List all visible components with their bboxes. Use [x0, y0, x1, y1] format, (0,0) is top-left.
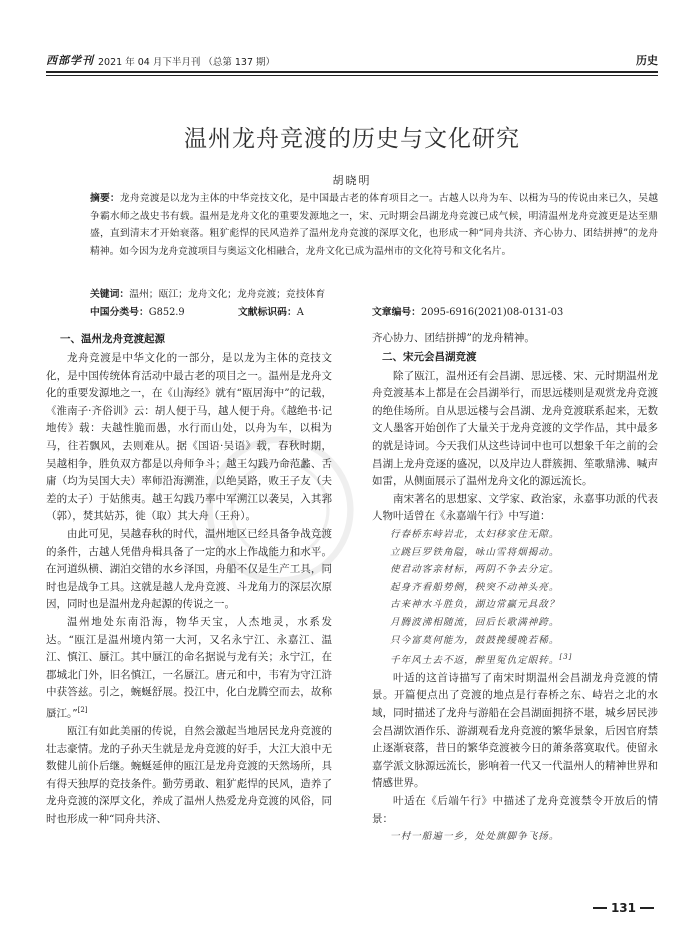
- abstract: [90, 190, 658, 260]
- clc-value: G852.9: [148, 307, 185, 318]
- abstract-text: 龙舟竞渡是以龙为主体的中华竞技文化，是中国最古老的体育项目之一。古越人以舟为车、以楫为马的传说由来已久，吴越争霸水师之战史书有载。温州是龙舟文化的重要发源地之一，宋、元时期会昌湖龙舟竞渡已成气候，明清温州龙舟竞渡更是达至鼎盛，直到清末才开始衰落。粗犷彪悍的民风造养了温州龙舟竞渡的深厚文化，也形成一种“同舟共济、齐心协力、团结拼搏”的龙舟精神。如今因为龙舟竞渡项目与奥运文化相融合，龙舟文化已成为温州市的文化符号和文化名片。: [90, 193, 659, 257]
- left-column: [46, 330, 332, 829]
- clc-label: 中国分类号：: [90, 307, 149, 318]
- poem-line: 起身齐看船势侧，秧突不动神头亮。: [390, 581, 560, 593]
- clc-field: [90, 304, 185, 321]
- left-paragraph: [46, 350, 332, 526]
- right-column: [372, 330, 658, 846]
- poem-line: 使君动客亲材标，两阴不争去分定。: [390, 564, 560, 576]
- doc-code-value: A: [296, 307, 304, 318]
- doc-code-label: 文献标识码：: [238, 307, 297, 318]
- header-rule-thick: [46, 71, 658, 73]
- classification-line: [90, 304, 658, 321]
- paragraph-text: 温州地处东南沿海，物华天宝，人杰地灵，水系发达。“瓯江是温州境内第一大河，又名永宁江、永嘉江、温江、慎江、蜃江。其中蜃江的命名据说与龙有关；永宁江，在郡城北门外，旧名慎江，一名蜃江。唐元和中，韦宥为守江浒中获答兹。引之，蜿蜒舒展。投江中，化白龙腾空而去，故称蜃江。”: [46, 615, 332, 720]
- right-paragraph: 除了瓯江，温州还有会昌湖、思远楼、宋、元时期温州龙舟竞渡基本上都是在会昌湖举行，而思远楼则是观赏龙舟竞渡的绝佳场所。自从思远楼与会昌湖、龙舟竞渡联系起来，无数文人墨客开始创作了大量关于龙舟竞渡的文学作品，其中最多的就是诗词。今天我们从这些诗词中也可以想象千年之前的会昌湖上龙舟竞逐的盛况，以及岸边人群簇拥、笙歌鼎沸、喊声如雷，从侧面展示了温州龙舟文化的源远流长。: [372, 369, 658, 488]
- header-rule-thin: [46, 75, 658, 76]
- running-header: [46, 50, 658, 68]
- left-paragraph: [46, 723, 332, 829]
- paragraph-text: 由此可见，吴越春秋的时代，温州地区已经具备争战竞渡的条件，古越人凭借舟楫具备了一定的水上作战能力和水平。在河道纵横、湖泊交错的水乡泽国，舟船不仅是生产工具，同时也是战争工具。这就是越人龙舟竞渡、斗龙角力的深层次原因，同时也是温州龙舟起源的传说之一。: [46, 527, 332, 611]
- paragraph-text: 瓯江有如此美丽的传说，自然会激起当地居民龙舟竞渡的壮志豪情。龙的子孙天生就是龙舟竞渡的好手，大江大浪中无数健儿前仆后继。蜿蜒延伸的瓯江是龙舟竞渡的天然场所，具有得天独厚的竞技条件。勤劳勇敢、粗犷彪悍的民风，造养了龙舟竞渡的深厚文化，养成了温州人热爱龙舟竞渡的风俗，同时也形成一种“同舟共济、: [46, 724, 332, 825]
- continuation-text: 齐心协力、团结拼搏”的龙舟精神。: [372, 332, 535, 344]
- page-number: [560, 900, 658, 916]
- article-number-label: 文章编号：: [372, 307, 421, 318]
- keywords-text: 温州；瓯江；龙舟文化；龙舟竞渡；竞技体育: [129, 289, 326, 300]
- right-paragraph: 南宋著名的思想家、文学家、政治家，永嘉事功派的代表人物叶适曾在《永嘉端午行》中写道：: [372, 492, 658, 523]
- section-label: 历史: [636, 54, 658, 67]
- left-paragraph: [46, 526, 332, 614]
- article-number-value: 2095-6916(2021)08-0131-03: [420, 307, 564, 318]
- keywords-label: 关键词：: [90, 289, 130, 300]
- issue-info: 2021 年 04 月下半月刊 （总第 137 期）: [98, 57, 276, 68]
- author-name: 胡晓明: [332, 174, 372, 187]
- poem-block: [372, 526, 658, 670]
- page-number-dash: [640, 907, 654, 909]
- left-paragraph: [46, 614, 332, 723]
- footnote-ref[interactable]: [3]: [559, 653, 573, 662]
- section-heading-1: 一、温州龙舟竞渡起源: [60, 333, 165, 345]
- doc-code-field: [238, 304, 304, 321]
- page-number-dash: [593, 907, 607, 909]
- poem-line: 立跳巨罗铁角隘，咏山雪将烟揭动。: [390, 546, 560, 558]
- poem-line: 古来神水斗胜负，湖边常赢元具敌？: [390, 599, 560, 611]
- poem-line: 一村一船遍一乡，处处旗脚争飞扬。: [390, 831, 560, 843]
- article-number-field: [372, 304, 563, 321]
- article-title: 温州龙舟竞渡的历史与文化研究: [184, 126, 520, 152]
- footnote-ref[interactable]: [2]: [77, 705, 88, 714]
- page-number-value: 131: [610, 901, 636, 915]
- right-paragraph: 叶适的这首诗描写了南宋时期温州会昌湖龙舟竞渡的情景。开篇便点出了竞渡的地点是行春桥之东、峙岩之北的水域，同时描述了龙舟与游船在会昌湖面拥挤不堪，城乡居民涉会昌湖饮酒作乐、游湖观看龙舟竞渡的繁华景象，后因官府禁止逐渐衰落，昔日的繁华竞渡被今日的萧条落寞取代。使留永嘉学派文脉源远流长，影响着一代又一代温州人的精神世界和情感世界。: [372, 671, 658, 790]
- poem-line-text: 千年风土去不返，醉里冤仇定眼转。: [390, 655, 560, 667]
- section-heading-2: 二、宋元会昌湖竞渡: [382, 350, 477, 363]
- poem-line: 月腾波沸相随流，回后长歌满神跨。: [390, 616, 560, 628]
- keywords: [90, 286, 658, 303]
- poem-line: [372, 649, 658, 670]
- journal-name: 西部学刊: [46, 54, 94, 67]
- abstract-label: 摘要：: [90, 193, 120, 204]
- poem-line: 行春桥东峙岩北，太妇移家住无隙。: [390, 528, 560, 540]
- paragraph-text: 龙舟竞渡是中华文化的一部分，是以龙为主体的竞技文化，是中国传统体育活动中最古老的项目之一。温州是龙舟文化的重要发源地之一，在《山海经》就有“瓯居海中”的记载，《淮南子·齐俗训》云：胡人便于马，越人便于舟。《越绝书·记地传》载：夫越性脆而愚，水行而山处，以舟为车，以楫为马，往若飘风，去则难从。据《国语·吴语》载，春秋时期，吴越相争，胜负双方都是以舟师争斗；越王勾践乃命范蠡、舌庸（均为吴国大夫）率师沿海溯淮，以绝吴路，败王子友（夫差的太子）于姑熊夷。越王勾践乃率中军溯江以袭吴，入其郛（郭），焚其姑苏，徙（取）其大舟（王舟）。: [46, 352, 332, 523]
- right-paragraph: 叶适在《后端午行》中描述了龙舟竞渡禁令开放后的情景：: [372, 795, 658, 825]
- poem-line: 只今富莫何能为，鼓鼓挽缓晚若稀。: [390, 634, 560, 646]
